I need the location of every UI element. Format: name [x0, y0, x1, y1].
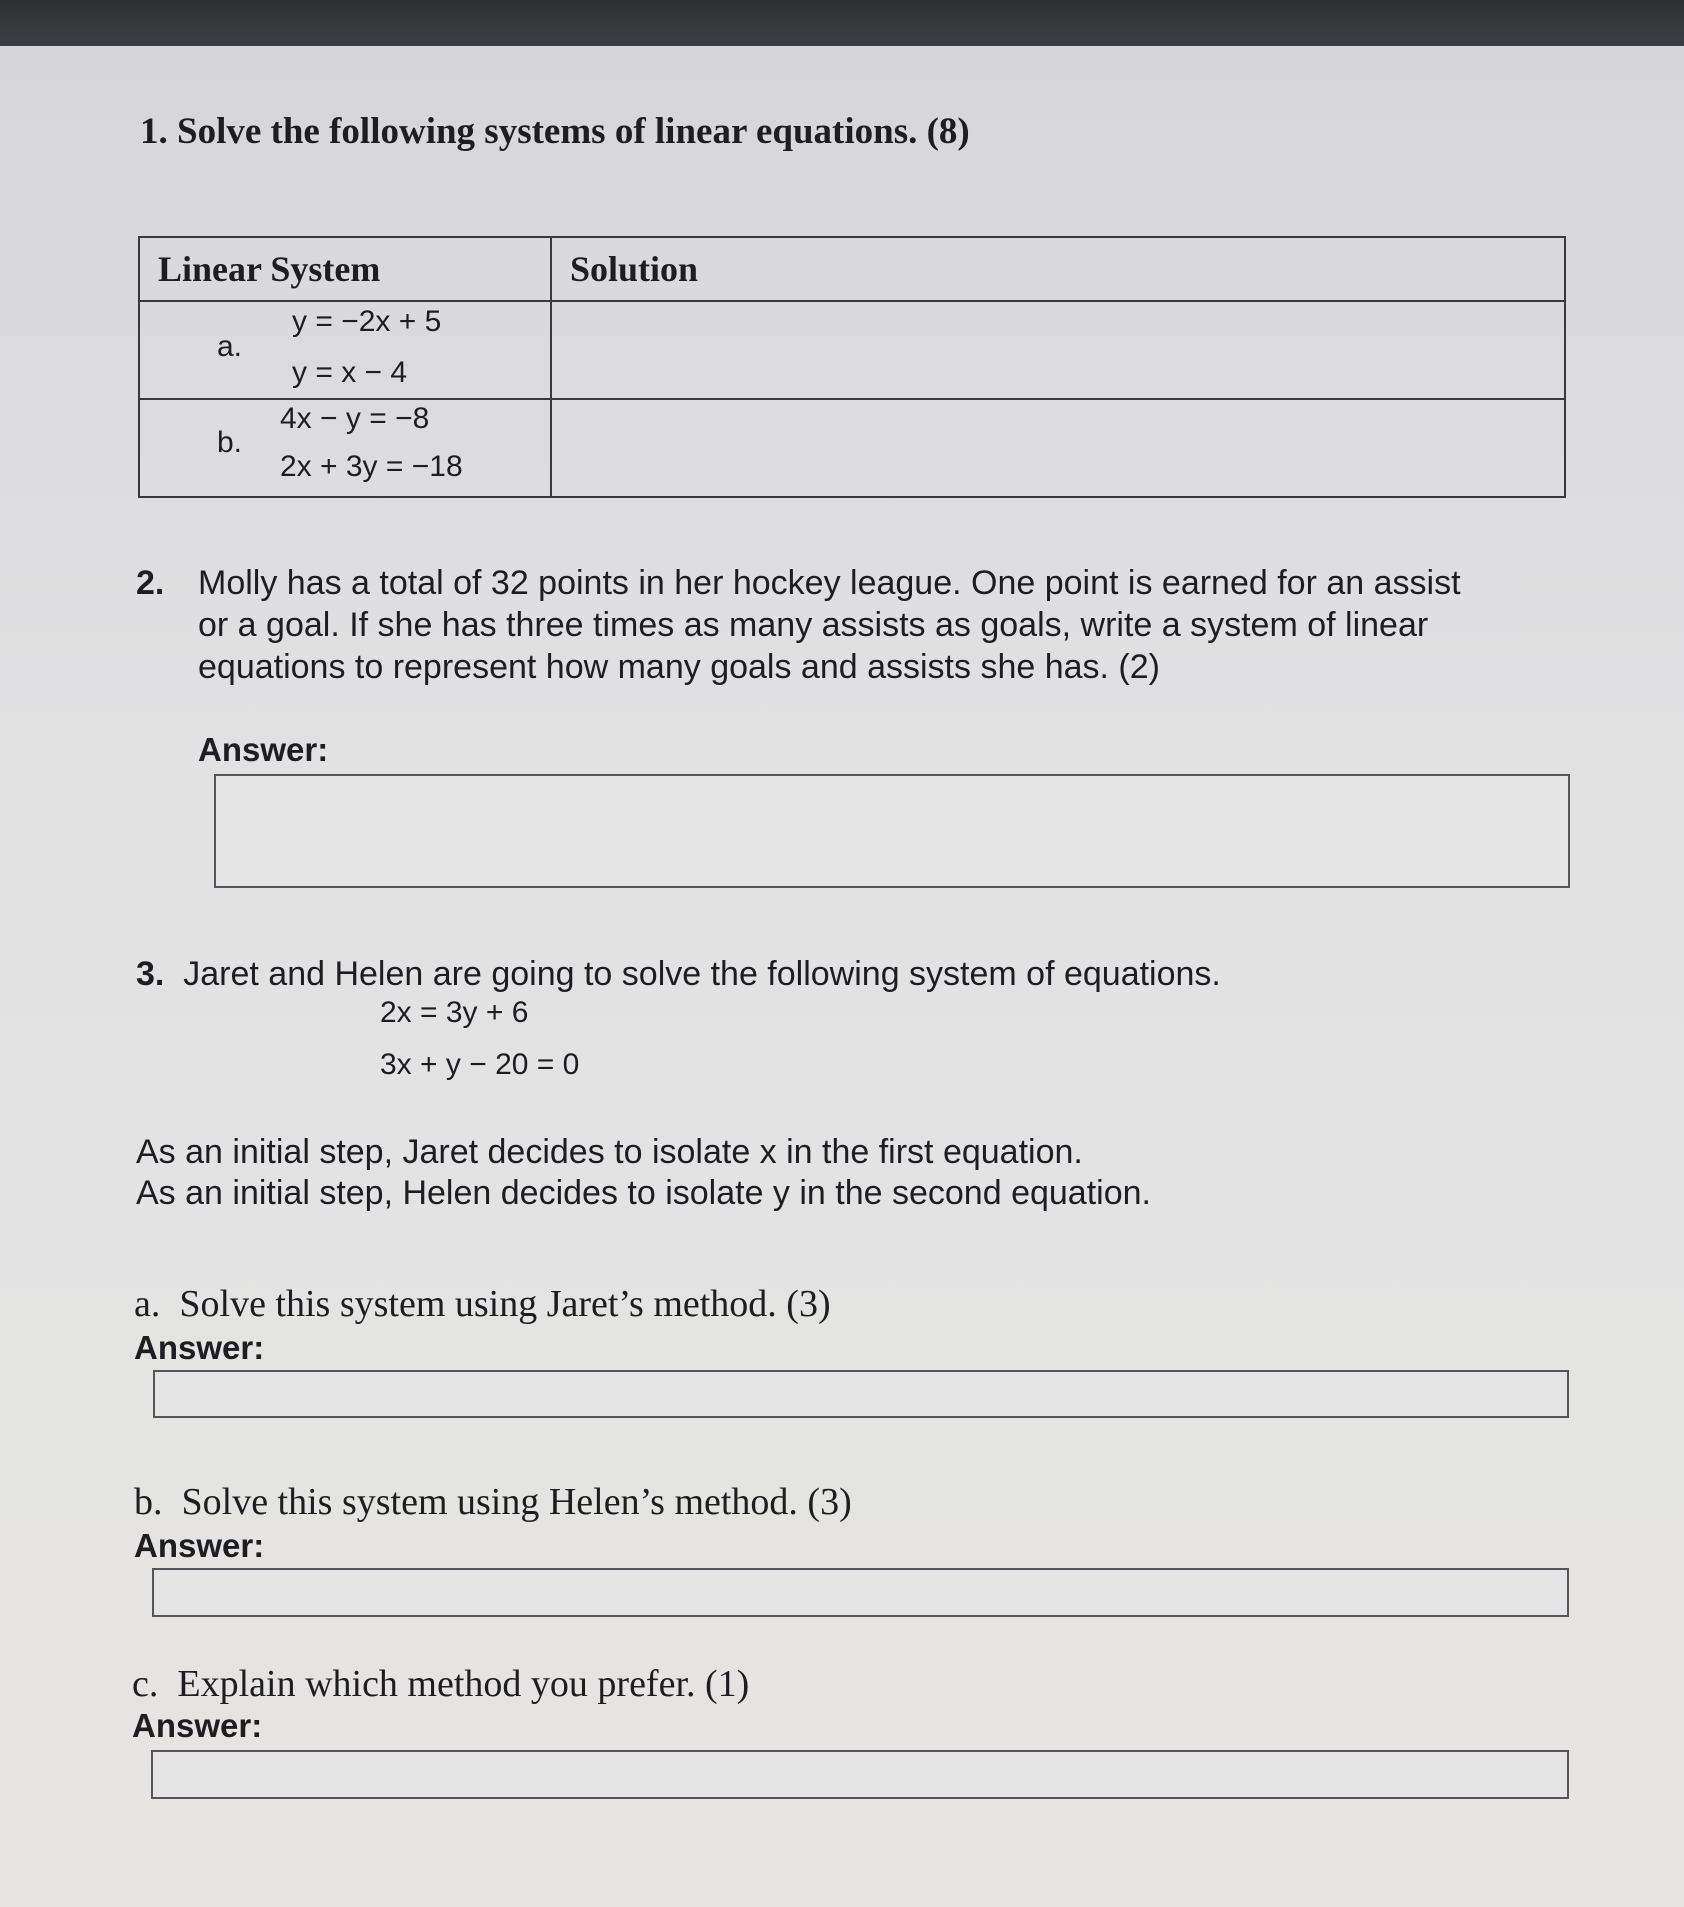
part-c-answer-box[interactable] [151, 1750, 1569, 1799]
linear-systems-table [138, 236, 1566, 498]
part-c-prompt [132, 1662, 749, 1706]
part-c-text: Explain which method you prefer. (1) [177, 1663, 750, 1705]
question-2-line-2: or a goal. If she has three times as many assists as goals, write a system of linear [198, 606, 1429, 644]
jaret-step: As an initial step, Jaret decides to isolate x in the first equation. [136, 1133, 1083, 1171]
initial-steps [136, 1132, 1151, 1214]
question-3-text [136, 955, 1221, 994]
question-2-answer-box[interactable] [214, 774, 1570, 888]
part-b-text: Solve this system using Helen’s method. (3) [181, 1481, 852, 1523]
question-2 [136, 562, 1461, 688]
question-1-title: 1. Solve the following systems of linear equations. (8) [140, 111, 970, 152]
system-a-cell [139, 301, 551, 399]
part-c-letter: c. [132, 1663, 159, 1705]
question-2-number: 2. [136, 564, 165, 602]
solution-a-field[interactable] [551, 301, 1565, 399]
question-3-number: 3. [136, 955, 165, 993]
part-c-answer-label: Answer: [132, 1707, 263, 1744]
question-2-line-3: equations to represent how many goals and assists she has. (2) [198, 648, 1160, 686]
part-a-prompt [134, 1282, 831, 1326]
part-a-letter: a. [134, 1283, 161, 1325]
part-a-answer-box[interactable] [153, 1370, 1569, 1418]
question-3-eq2: 3x + y − 20 = 0 [380, 1048, 580, 1081]
part-b-answer-box[interactable] [152, 1568, 1569, 1617]
part-b-answer-label: Answer: [134, 1527, 265, 1564]
top-bezel [0, 0, 1684, 46]
question-2-line-1: Molly has a total of 32 points in her hockey league. One point is earned for an assist [198, 564, 1461, 602]
system-b-cell [139, 399, 551, 497]
question-3-prompt: Jaret and Helen are going to solve the following system of equations. [183, 955, 1221, 993]
system-a-label: a. [217, 330, 243, 363]
system-a-eq2: y = x − 4 [292, 356, 408, 389]
system-b-eq1: 4x − y = −8 [280, 402, 430, 435]
solution-b-field[interactable] [551, 399, 1565, 497]
part-a-answer-label: Answer: [134, 1329, 265, 1366]
question-3-eq1: 2x = 3y + 6 [380, 996, 529, 1029]
system-a-eq1: y = −2x + 5 [292, 305, 442, 338]
part-b-prompt [134, 1480, 852, 1524]
system-b-label: b. [217, 426, 243, 459]
system-b-eq2: 2x + 3y = −18 [280, 450, 463, 483]
question-2-answer-label: Answer: [198, 731, 329, 768]
header-linear-system: Linear System [139, 237, 551, 301]
part-b-letter: b. [134, 1481, 163, 1523]
header-solution: Solution [551, 237, 1565, 301]
part-a-text: Solve this system using Jaret’s method. (3) [179, 1283, 831, 1325]
helen-step: As an initial step, Helen decides to isolate y in the second equation. [136, 1174, 1151, 1212]
